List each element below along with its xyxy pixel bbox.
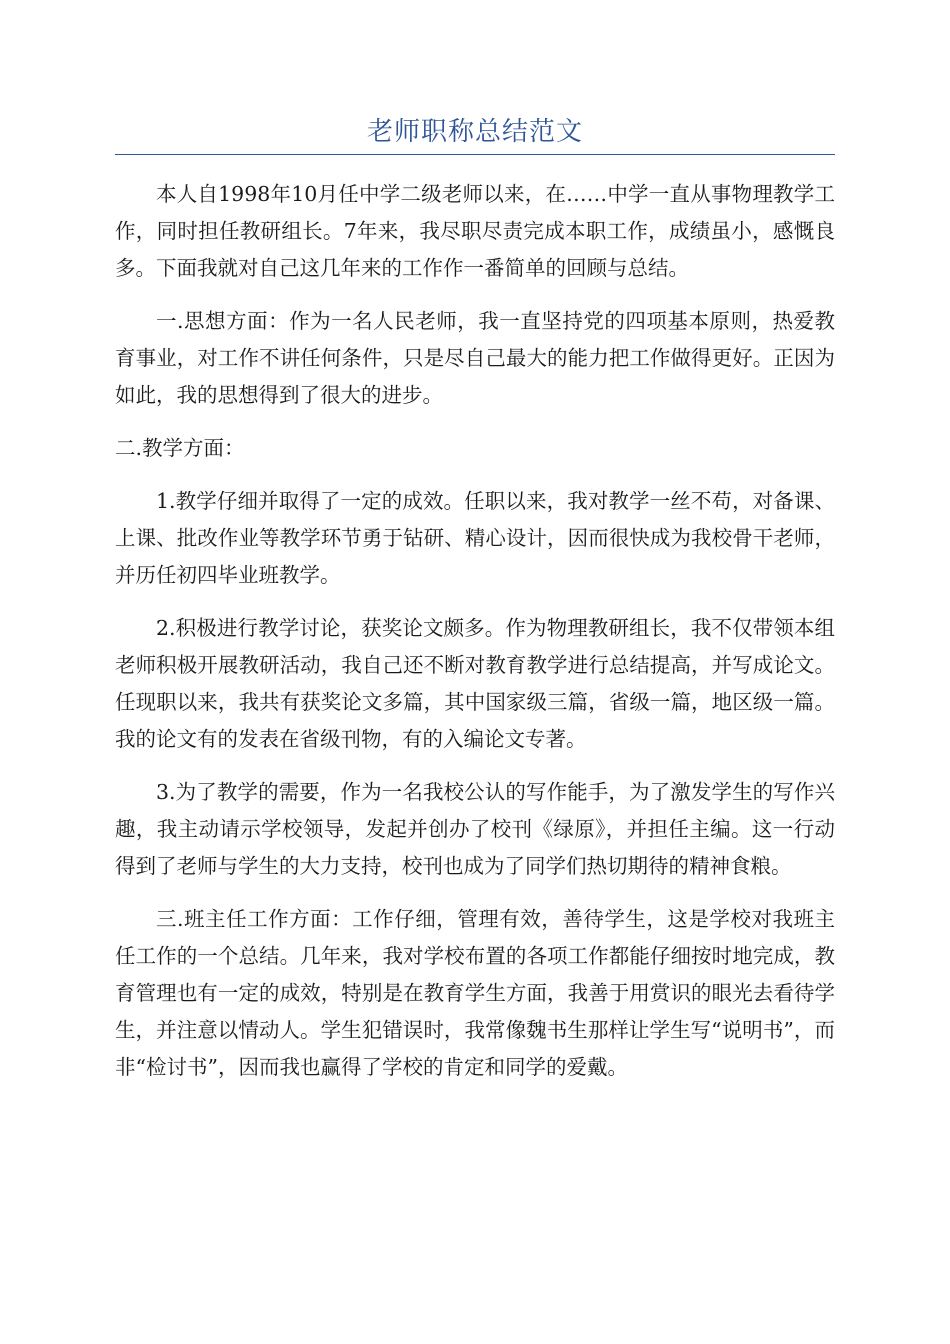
document-title: 老师职称总结范文	[366, 117, 583, 147]
section-heading-teaching: 二.教学方面：	[115, 436, 245, 460]
document-body	[115, 176, 835, 1102]
paragraph-intro: 本人自1998年10月任中学二级老师以来，在……中学一直从事物理教学工作，同时担任教研组长。7年来，我尽职尽责完成本职工作，成绩虽小，感慨良多。下面我就对自己这几年来的工作作一番简单的回顾与总结。	[115, 182, 835, 280]
paragraph-teaching-2: 2.积极进行教学讨论，获奖论文颇多。作为物理教研组长，我不仅带领本组老师积极开展教研活动，我自己还不断对教育教学进行总结提高，并写成论文。任现职以来，我共有获奖论文多篇，其中国家级三篇，省级一篇，地区级一篇。我的论文有的发表在省级刊物，有的入编论文专著。	[115, 616, 835, 751]
title-underline	[115, 154, 835, 155]
paragraph-ideology: 一.思想方面：作为一名人民老师，我一直坚持党的四项基本原则，热爱教育事业，对工作不讲任何条件，只是尽自己最大的能力把工作做得更好。正因为如此，我的思想得到了很大的进步。	[115, 309, 835, 407]
paragraph-class-teacher: 三.班主任工作方面：工作仔细，管理有效，善待学生，这是学校对我班主任工作的一个总结。几年来，我对学校布置的各项工作都能仔细按时地完成，教育管理也有一定的成效，特别是在教育学生方面，我善于用赏识的眼光去看待学生，并注意以情动人。学生犯错误时，我常像魏书生那样让学生写“说明书”，而非“检讨书”，因而我也赢得了学校的肯定和同学的爱戴。	[115, 907, 835, 1079]
paragraph-teaching-1: 1.教学仔细并取得了一定的成效。任职以来，我对教学一丝不苟，对备课、上课、批改作业等教学环节勇于钻研、精心设计，因而很快成为我校骨干老师，并历任初四毕业班教学。	[115, 489, 835, 587]
paragraph-teaching-3: 3.为了教学的需要，作为一名我校公认的写作能手，为了激发学生的写作兴趣，我主动请示学校领导，发起并创办了校刊《绿原》，并担任主编。这一行动得到了老师与学生的大力支持，校刊也成为了同学们热切期待的精神食粮。	[115, 780, 835, 878]
